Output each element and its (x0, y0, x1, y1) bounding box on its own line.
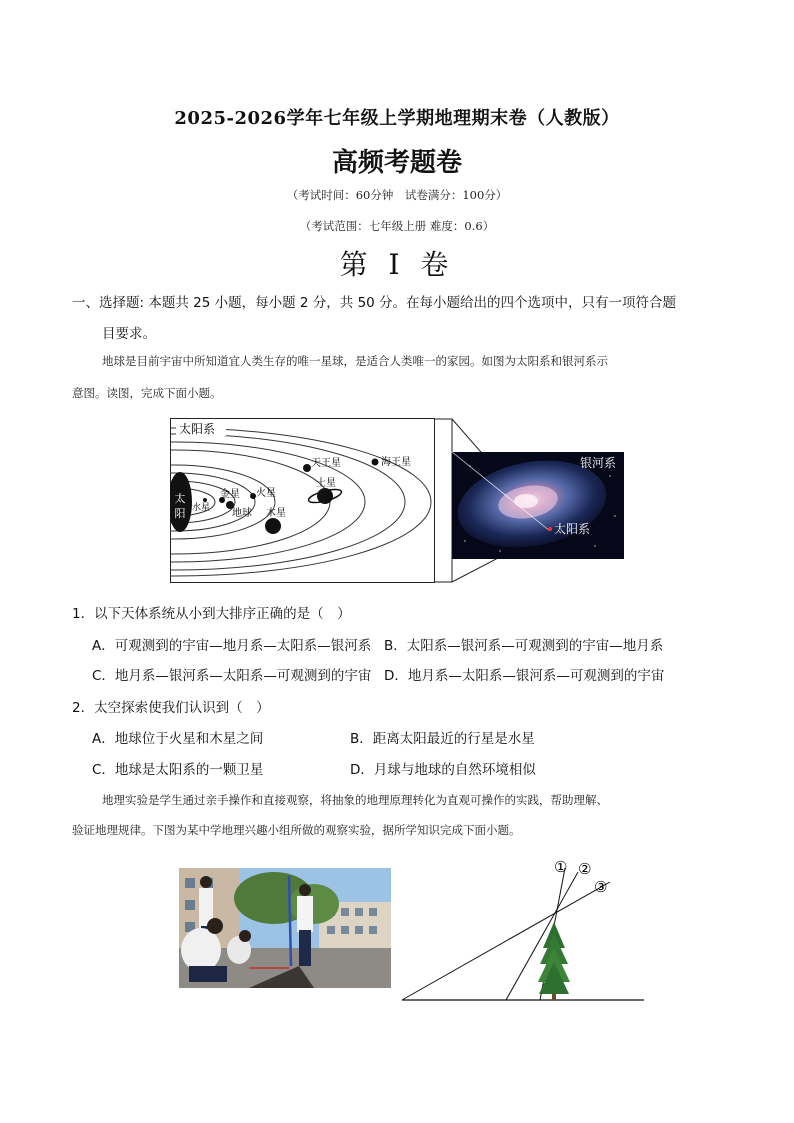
uranus-label: 天王星 (311, 458, 341, 469)
q1-option-d: D．地月系—太阳系—银河系—可观测到的宇宙 (384, 668, 665, 684)
label-1: ① (554, 858, 568, 876)
passage1-line1: 地球是目前宇宙中所知道宜人类生存的唯一星球，是适合人类唯一的家园。如图为太阳系和银河系示 (102, 354, 608, 368)
exam-subtitle: 高频考题卷 (331, 148, 462, 178)
sun-label-2: 阳 (174, 507, 186, 520)
mercury (203, 498, 207, 502)
section-instruction-line1: 一、选择题: 本题共 25 小题，每小题 2 分，共 50 分。在每小题给出的四个选项中，只有一项符合题 (72, 295, 677, 311)
q2-option-b: B．距离太阳最近的行星是水星 (350, 731, 535, 747)
volume-title: 第 I 卷 (339, 248, 455, 281)
q2-stem: 2．太空探索使我们认识到（ ） (72, 700, 270, 716)
galaxy-label: 银河系 (580, 456, 617, 470)
venus-label: 金星 (220, 489, 240, 500)
q1-option-c: C．地月系—银河系—太阳系—可观测到的宇宙 (92, 668, 372, 684)
q2-option-c: C．地球是太阳系的一颗卫星 (92, 762, 264, 778)
q1-option-b: B．太阳系—银河系—可观测到的宇宙—地月系 (384, 638, 664, 654)
solar-system-figure (170, 416, 630, 588)
exam-title: 2025-2026学年七年级上学期地理期末卷（人教版） (174, 108, 620, 129)
jupiter (265, 518, 281, 534)
sun-label-1: 太 (174, 492, 186, 505)
exam-info: （考试时间：60分钟 试卷满分：100分） (286, 188, 508, 202)
solar-system-marker (548, 527, 552, 531)
solar-box-title: 太阳系 (179, 422, 216, 436)
q1-stem: 1．以下天体系统从小到大排序正确的是（ ） (72, 606, 351, 622)
neptune (372, 459, 379, 466)
saturn-label: 土星 (316, 478, 336, 489)
mars-label: 火星 (256, 488, 276, 499)
q1-option-a: A．可观测到的宇宙—地月系—太阳系—银河系 (92, 638, 372, 654)
section-instruction-line2: 目要求。 (102, 326, 156, 342)
uranus (303, 464, 311, 472)
jupiter-label: 木星 (266, 508, 286, 519)
experiment-photo (179, 868, 391, 988)
label-3: ③ (594, 878, 608, 896)
passage1-line2: 意图。读图，完成下面小题。 (72, 386, 222, 400)
earth-label: 地球 (232, 508, 252, 519)
exam-scope: （考试范围：七年级上册 难度：0.6） (299, 219, 495, 233)
mercury-label: 水星 (192, 503, 211, 513)
ray-3 (402, 882, 610, 1000)
passage2-line1: 地理实验是学生通过亲手操作和直接观察，将抽象的地理原理转化为直观可操作的实践，帮助理解、 (102, 793, 608, 807)
passage2-line2: 验证地理规律。下图为某中学地理兴趣小组所做的观察实验，据所学知识完成下面小题。 (72, 823, 521, 837)
galaxy-solar-label: 太阳系 (554, 522, 591, 536)
neptune-label: 海王星 (381, 457, 411, 468)
shadow-angle-diagram (398, 852, 646, 1004)
q2-option-a: A．地球位于火星和木星之间 (92, 731, 264, 747)
q2-option-d: D．月球与地球的自然环境相似 (350, 762, 536, 778)
label-2: ② (578, 860, 592, 878)
